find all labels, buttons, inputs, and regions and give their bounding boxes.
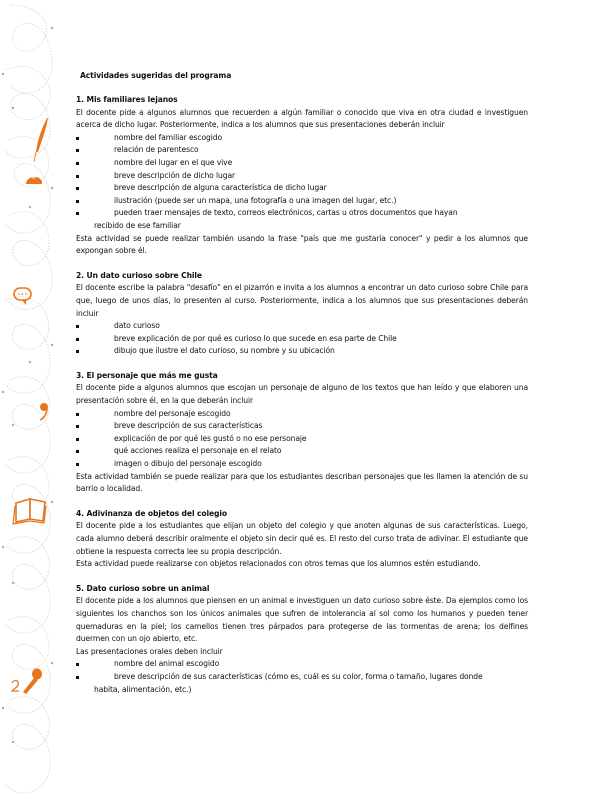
list-item: imagen o dibujo del personaje escogido <box>114 459 262 469</box>
section-heading: 3. El personaje que más me gusta <box>76 370 218 380</box>
comma-icon <box>40 403 48 420</box>
list-item: nombre del personaje escogido <box>114 408 231 418</box>
document-body <box>76 70 528 696</box>
section-heading: 5. Dato curioso sobre un animal <box>76 583 210 593</box>
section-dato-curioso-chile <box>76 270 528 358</box>
list-item: nombre del animal escogido <box>114 659 220 669</box>
list-item: ilustración (puede ser un mapa, una fotografía o una imagen del lugar, etc.) <box>114 195 397 205</box>
list-item: dato curioso <box>114 321 160 331</box>
list-item: breve descripción de dicho lugar <box>114 170 236 180</box>
section-outro: Esta actividad puede realizarse con objetos relacionados con otros temas que los alumnos estén estudiando. <box>76 559 481 569</box>
list-item: breve descripción de sus características <box>114 421 263 431</box>
list-item: breve descripción de sus características (cómo es, cuál es su color, forma o tamaño, lugares donde habita, alimentación, etc.) <box>76 671 528 696</box>
list-item-continuation: habita, alimentación, etc.) <box>94 684 192 694</box>
bullet-list <box>76 658 528 696</box>
section-intro: El docente pide a los estudiantes que elijan un objeto del colegio y que anoten algunas de sus características. Luego, cada alumno deberá describir oralmente el objeto sin decir qué es. El resto del curso trata de adivinar. El estudiante que obtiene la respuesta correcta lee su propia descripción. <box>76 521 528 556</box>
section-intro: El docente pide a algunos alumnos que escojan un personaje de alguno de los textos que han leído y que elaboren una presentación sobre él, en la que deberán incluir <box>76 383 528 406</box>
section-outro: Esta actividad también se puede realizar para que los estudiantes describan personajes que les llamen la atención de su barrio o localidad. <box>76 471 528 494</box>
inkwell-icon <box>26 177 42 184</box>
list-item: explicación de por qué les gustó o no ese personaje <box>114 433 307 443</box>
section-lead: Las presentaciones orales deben incluir <box>76 646 223 656</box>
section-heading: 2. Un dato curioso sobre Chile <box>76 270 202 280</box>
list-item: nombre del lugar en el que vive <box>114 157 233 167</box>
section-heading: 4. Adivinanza de objetos del colegio <box>76 508 228 518</box>
document-title: Actividades sugeridas del programa <box>80 71 232 80</box>
section-intro: El docente pide a los alumnos que piensen en un animal e investiguen un dato curioso sobre éste. Da ejemplos como los siguientes los chanchos son los únicos animales que sufren de intolerancia al sol como los humanos y pueden tener quemaduras en la piel; los camellos tienen tres párpados para protegerse de las tormentas de arena; los delfines duermen con un ojo abierto, etc. <box>76 596 528 644</box>
list-item-continuation: recibido de ese familiar <box>94 220 181 230</box>
section-dato-curioso-animal <box>76 583 528 696</box>
list-item: pueden traer mensajes de texto, correos electrónicos, cartas u otros documentos que hayan recibido de ese familiar <box>76 207 528 232</box>
section-intro: El docente pide a algunos alumnos que recuerden a algún familiar o conocido que viva en otra ciudad e investiguen acerca de dicho lugar. Posteriormente, indica a los alumnos que sus presentaciones deberán incluir <box>76 107 528 130</box>
list-item: breve explicación de por qué es curioso lo que sucede en esa parte de Chile <box>114 333 397 343</box>
section-adivinanza-objetos <box>76 508 528 571</box>
bullet-list <box>76 132 528 233</box>
list-item: relación de parentesco <box>114 145 199 155</box>
list-item: nombre del familiar escogido <box>114 132 223 142</box>
decorative-margin <box>0 0 62 800</box>
open-book-icon <box>13 499 46 524</box>
list-item: breve descripción de alguna característica de dicho lugar <box>114 183 327 193</box>
list-item: qué acciones realiza el personaje en el relato <box>114 446 282 456</box>
section-intro: El docente escribe la palabra "desafío" en el pizarrón e invita a los alumnos a encontrar un dato curioso sobre Chile para que, luego de unos días, lo presenten al curso. Posteriormente, indica a los alumnos que sus presentaciones deberán incluir <box>76 283 528 318</box>
section-personaje-favorito <box>76 370 528 496</box>
bullet-list <box>76 320 528 358</box>
section-mis-familiares-lejanos <box>76 94 528 258</box>
bullet-list <box>76 408 528 471</box>
section-outro: Esta actividad se puede realizar también usando la frase "país que me gustaría conocer" y pedir a los alumnos que expongan sobre él. <box>76 233 528 256</box>
list-item: dibujo que ilustre el dato curioso, su nombre y su ubicación <box>114 346 335 356</box>
section-heading: 1. Mis familiares lejanos <box>76 95 178 104</box>
microphone-icon <box>12 669 42 695</box>
